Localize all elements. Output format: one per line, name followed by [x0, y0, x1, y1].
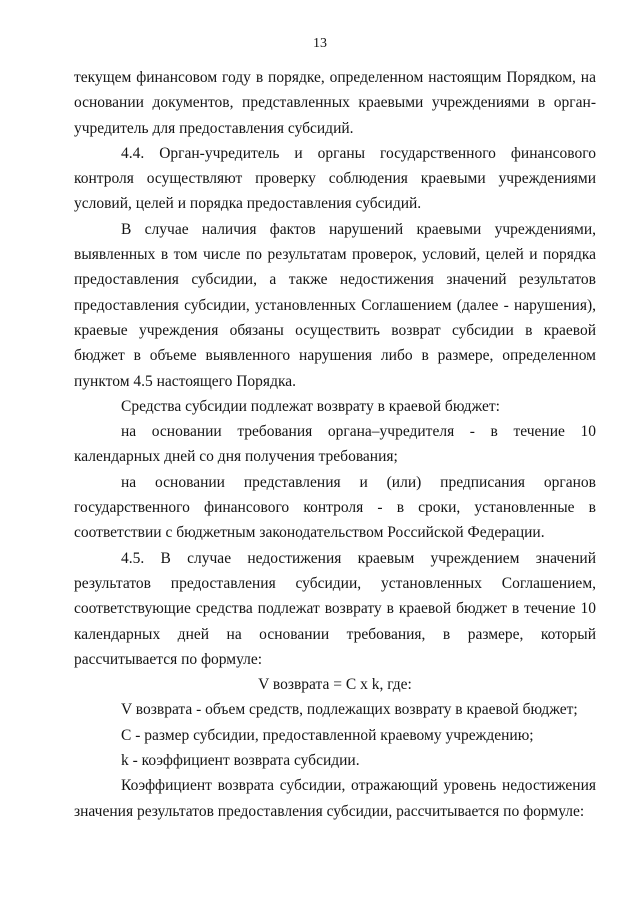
- paragraph-violations: В случае наличия фактов нарушений краевыми учреждениями, выявленных в том числе по результатам проверок, условий, целей и порядка предоставления субсидии, а также недостижения значений результатов предоставления субсидии, установленных Соглашением (далее - нарушения), краевые учреждения обязаны осуществить возврат субсидии в краевой бюджет в объеме выявленного нарушения либо в размере, определенном пунктом 4.5 настоящего Порядка.: [74, 220, 596, 390]
- paragraph-refund-requirement: на основании требования органа–учредителя - в течение 10 календарных дней со дня получения требования;: [74, 423, 596, 466]
- paragraph-clause-4-4: 4.4. Орган-учредитель и органы государственного финансового контроля осуществляют проверку соблюдения краевыми учреждениями условий, целей и порядка предоставления субсидий.: [74, 144, 596, 213]
- page-number: 13: [313, 36, 327, 51]
- paragraph-coefficient: Коэффициент возврата субсидии, отражающий уровень недостижения значения результатов предоставления субсидии, рассчитывается по формуле:: [74, 777, 596, 820]
- definition-v: V возврата - объем средств, подлежащих возврату в краевой бюджет;: [121, 701, 578, 719]
- formula: V возврата = C x k, где:: [258, 676, 412, 694]
- paragraph-refund-intro: Средства субсидии подлежат возврату в краевой бюджет:: [121, 397, 500, 415]
- paragraph-clause-4-5: 4.5. В случае недостижения краевым учреждением значений результатов предоставления субсидии, установленных Соглашением, соответствующие средства подлежат возврату в краевой бюджет в течение 10 календарных дней на основании требования, в размере, который рассчитывается по формуле:: [74, 549, 596, 668]
- paragraph-continuation: текущем финансовом году в порядке, определенном настоящим Порядком, на основании документов, представленных краевыми учреждениями в орган-учредитель для предоставления субсидий.: [74, 69, 596, 137]
- definition-k: k - коэффициент возврата субсидии.: [121, 752, 360, 770]
- paragraph-refund-control: на основании представления и (или) предписания органов государственного финансового контроля - в сроки, установленные в соответствии с бюджетным законодательством Российской Федерации.: [74, 473, 596, 542]
- document-body: [74, 65, 596, 824]
- definition-c: C - размер субсидии, предоставленной краевому учреждению;: [121, 726, 534, 744]
